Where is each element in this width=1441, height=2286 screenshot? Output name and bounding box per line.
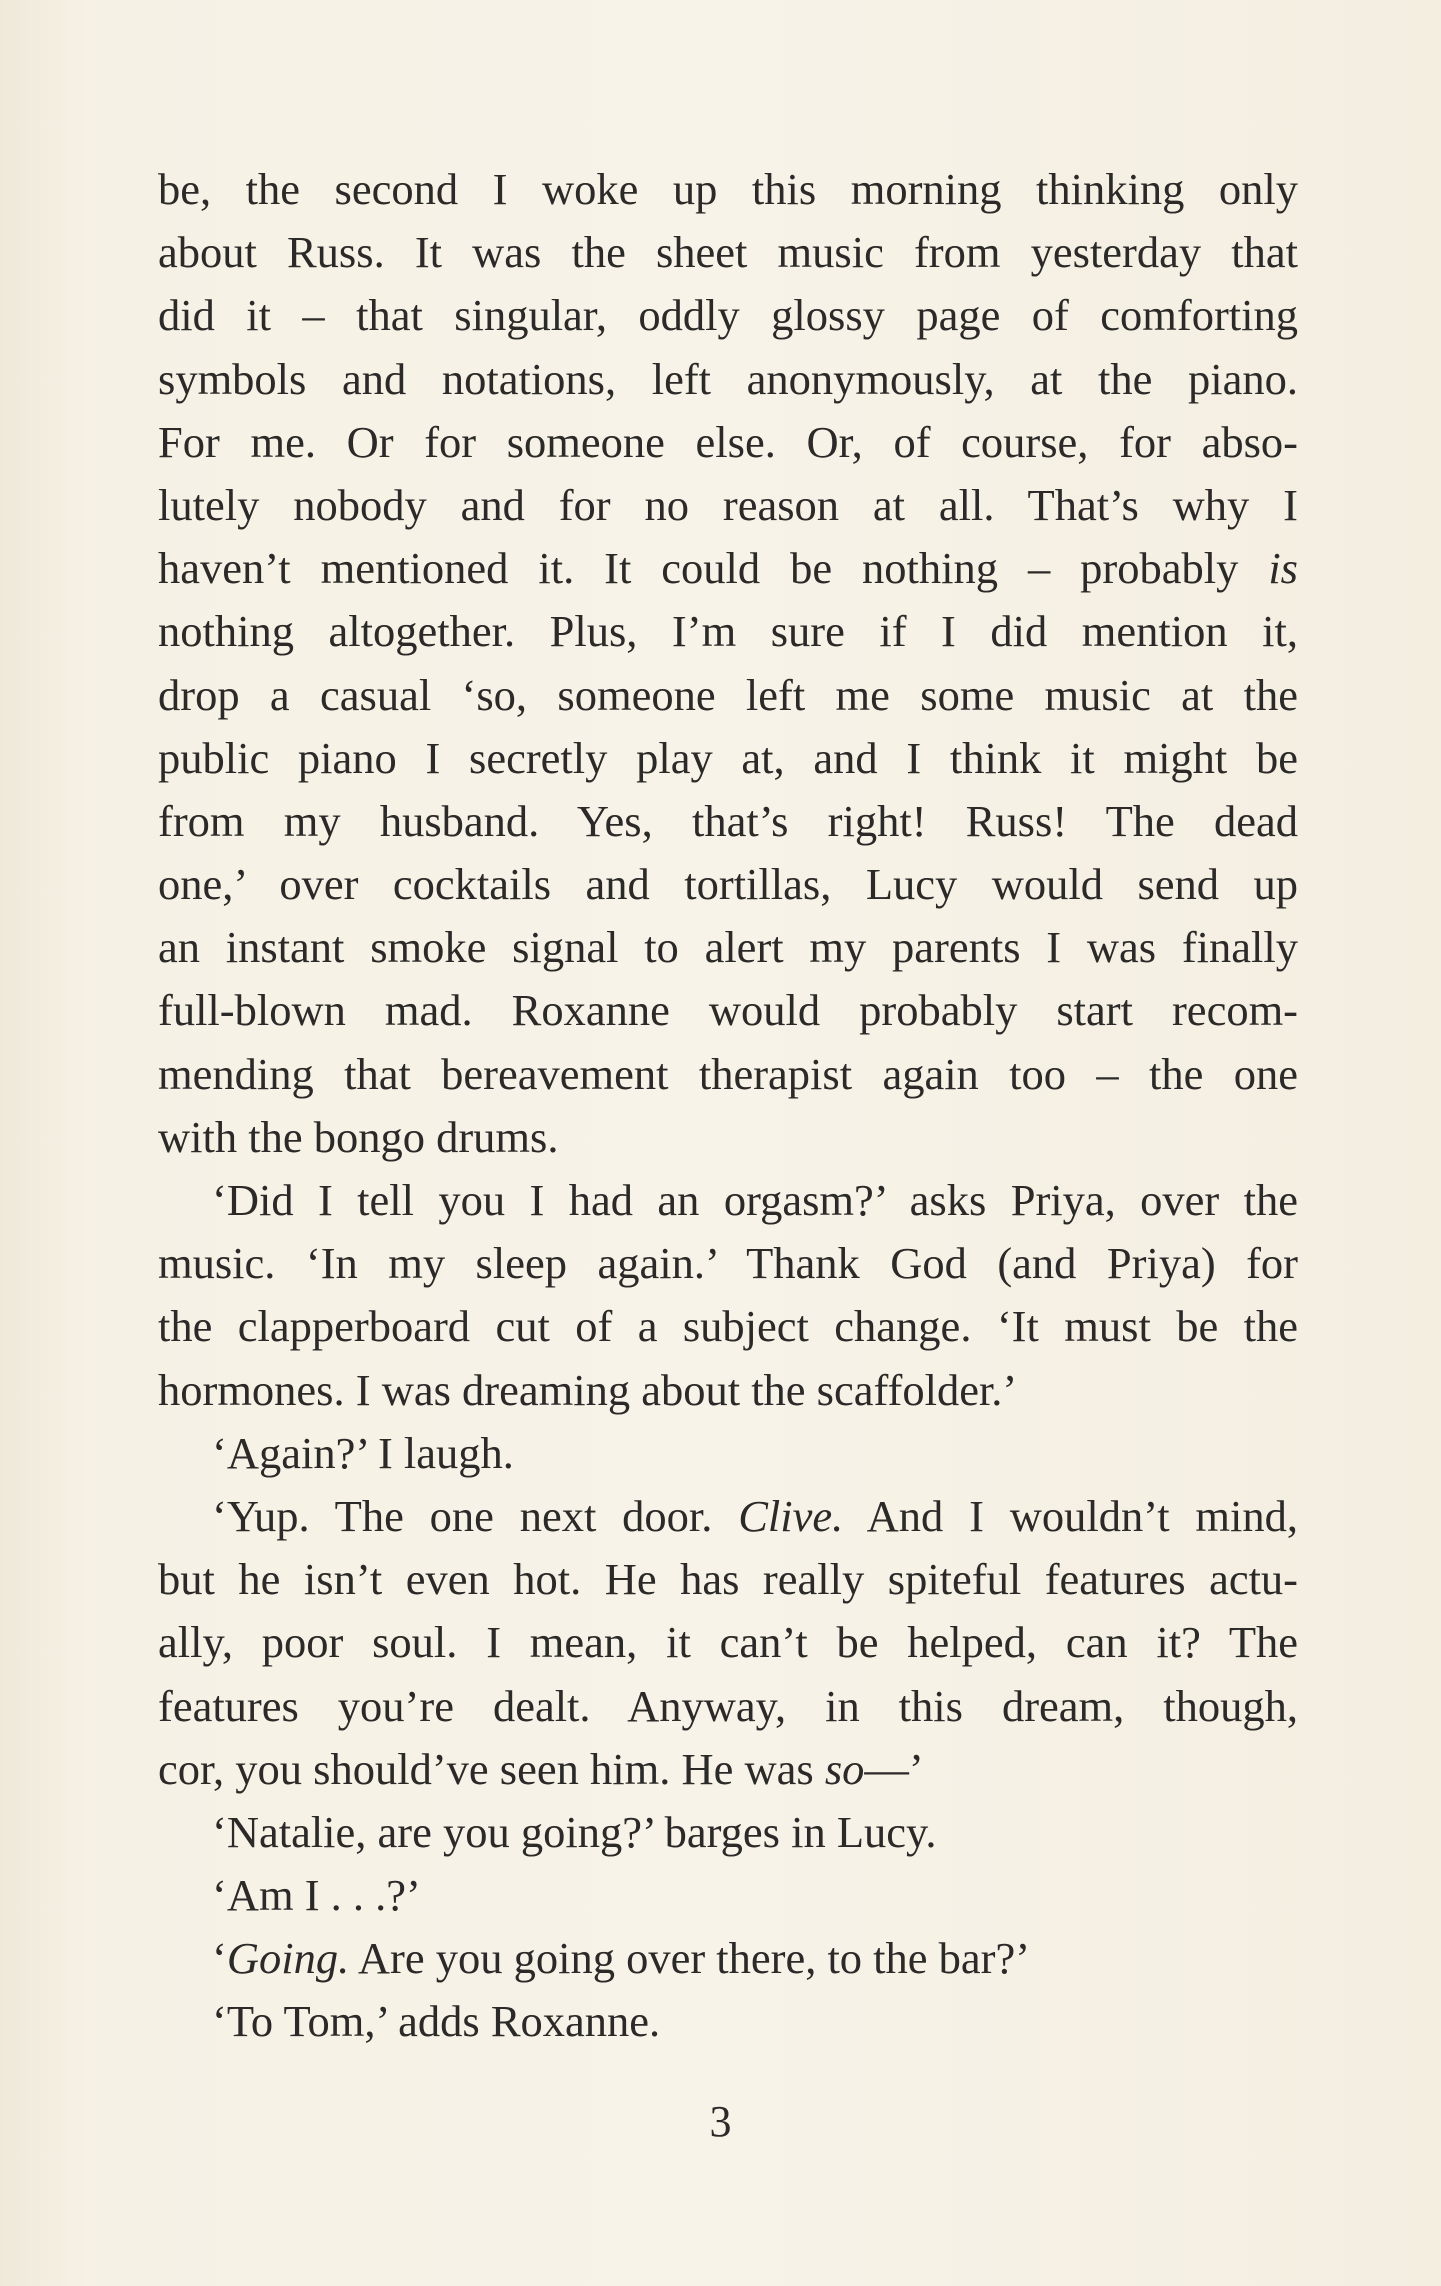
text-line: ‘Going. Are you going over there, to the bar?’ (212, 1933, 1031, 1984)
text-line: drop a casual ‘so, someone left me some music at the (158, 669, 1298, 720)
text-line: with the bongo drums. (158, 1111, 559, 1162)
text-line: ‘Did I tell you I had an orgasm?’ asks Priya, over the (212, 1175, 1298, 1225)
text-line: but he isn’t even hot. He has really spiteful features actu- (158, 1554, 1298, 1605)
text-line: lutely nobody and for no reason at all. That’s why I (158, 479, 1298, 530)
text-line: ally, poor soul. I mean, it can’t be helped, can it? The (158, 1617, 1298, 1668)
text-line: one,’ over cocktails and tortillas, Lucy would send up (158, 859, 1298, 910)
text-line: haven’t mentioned it. It could be nothing – probably is (158, 543, 1298, 594)
text-line: nothing altogether. Plus, I’m sure if I did mention it, (158, 606, 1298, 657)
text-line: did it – that singular, oddly glossy page of comforting (158, 290, 1298, 341)
text-line: features you’re dealt. Anyway, in this dream, though, (158, 1680, 1298, 1731)
page-number: 3 (709, 2097, 732, 2146)
text-line: symbols and notations, left anonymously, at the piano. (158, 353, 1298, 404)
text-line: cor, you should’ve seen him. He was so—’ (158, 1743, 924, 1794)
body-text (158, 158, 1298, 2054)
italic-text: Going. (226, 1933, 350, 1984)
text-line: music. ‘In my sleep again.’ Thank God (and Priya) for (158, 1238, 1298, 1289)
text-line: public piano I secretly play at, and I think it might be (158, 732, 1298, 783)
text-line: full-blown mad. Roxanne would probably start recom- (158, 985, 1298, 1036)
text-line: about Russ. It was the sheet music from yesterday that (158, 227, 1298, 278)
text-line: ‘To Tom,’ adds Roxanne. (212, 1996, 661, 2047)
text-line: For me. Or for someone else. Or, of course, for abso- (158, 416, 1298, 467)
text-line: mending that bereavement therapist again too – the one (158, 1048, 1298, 1099)
text-line: ‘Again?’ I laugh. (212, 1427, 514, 1478)
italic-text: is (1268, 543, 1298, 594)
text-line: ‘Natalie, are you going?’ barges in Lucy. (212, 1806, 937, 1857)
italic-text: Clive. (738, 1490, 844, 1541)
italic-text: so (824, 1743, 865, 1794)
text-line: from my husband. Yes, that’s right! Russ! The dead (158, 795, 1298, 846)
text-line: the clapperboard cut of a subject change. ‘It must be the (158, 1301, 1298, 1352)
text-line: hormones. I was dreaming about the scaffolder.’ (158, 1364, 1018, 1415)
text-line: be, the second I woke up this morning thinking only (158, 164, 1298, 214)
text-line: ‘Yup. The one next door. Clive. And I wouldn’t mind, (212, 1490, 1299, 1541)
text-line: an instant smoke signal to alert my parents I was finally (158, 922, 1298, 973)
text-line: ‘Am I . . .?’ (212, 1870, 421, 1921)
